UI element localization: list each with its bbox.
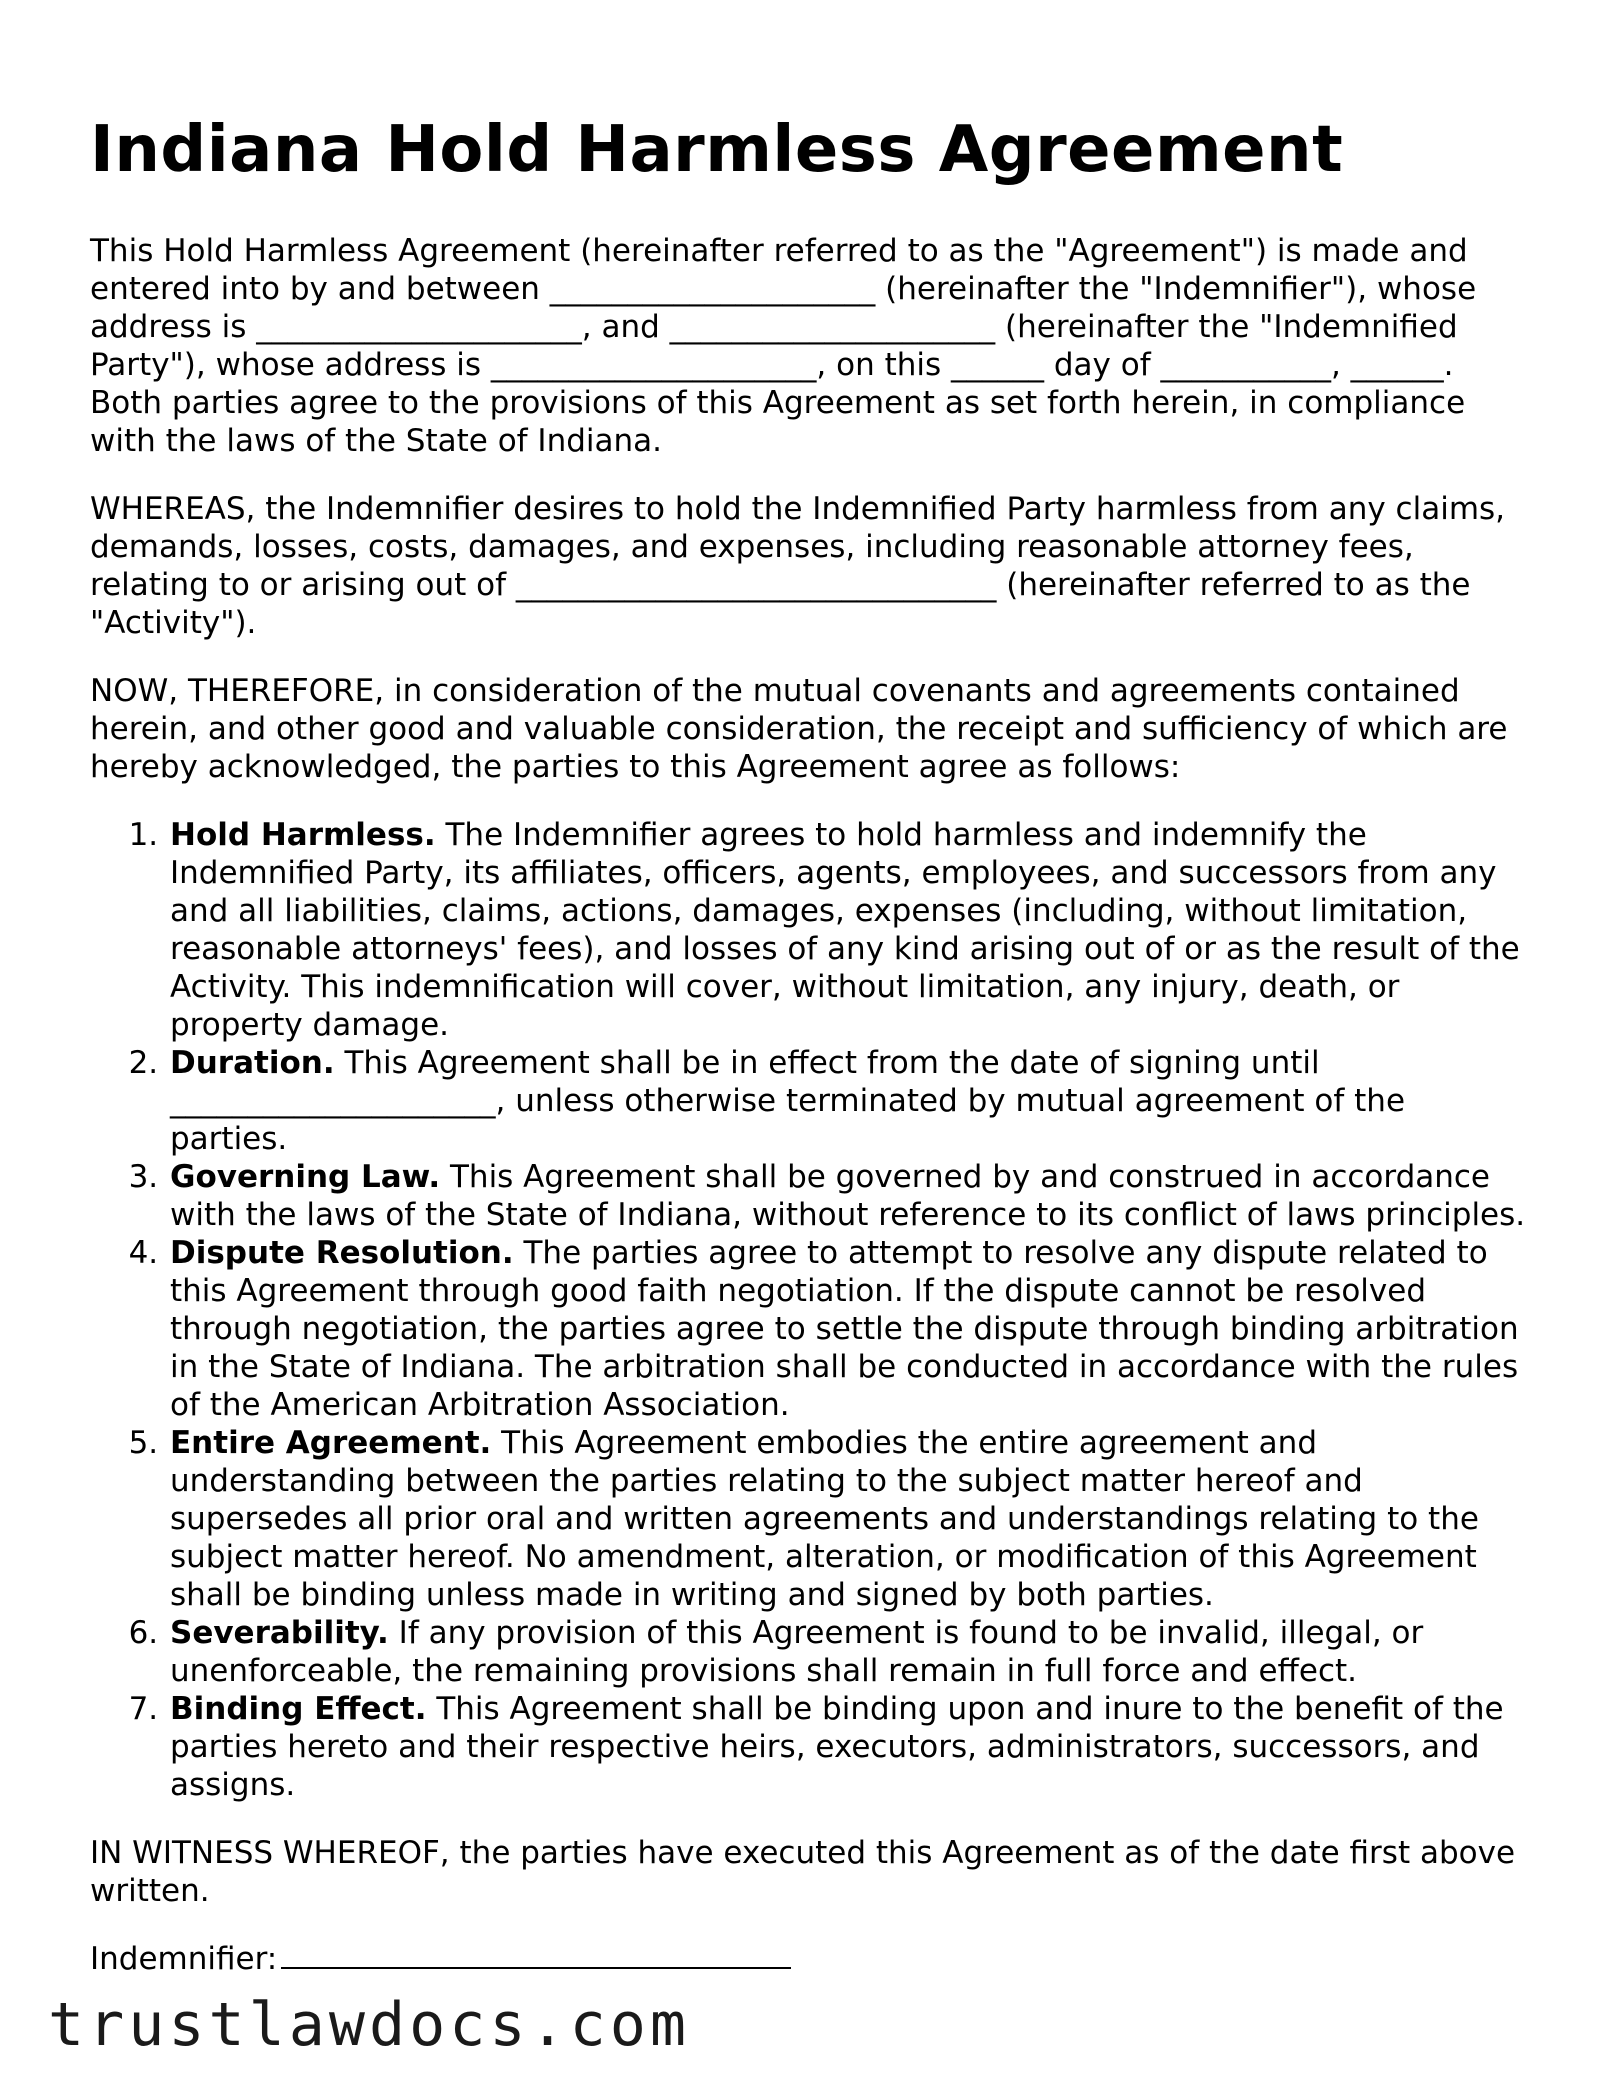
clause-term: Duration. [170, 1045, 335, 1081]
clause-text: This Agreement shall be in effect from the date of signing until _____________________, unless otherwise terminated by mutual agreement of the parties. [170, 1045, 1406, 1157]
clause-term: Governing Law. [170, 1159, 441, 1195]
intro-paragraph: This Hold Harmless Agreement (hereinafter referred to as the "Agreement") is made and entered into by and between _____________________ (hereinafter the "Indemnifier"), whose address is _____________________, and _____________________ (hereinafter the "Indemnified Party"), whose address is _____________________, on this ______ day of ___________, ______. Both parties agree to the provisions of this Agreement as set forth herein, in compliance with the laws of the State of Indiana. [90, 233, 1477, 459]
witness-paragraph: IN WITNESS WHEREOF, the parties have executed this Agreement as of the date first above written. [90, 1835, 1516, 1909]
clause-text: The Indemnifier agrees to hold harmless and indemnify the Indemnified Party, its affiliates, officers, agents, employees, and successors from any and all liabilities, claims, actions, damages, expenses (including, without limitation, reasonable attorneys' fees), and losses of any kind arising out of or as the result of the Activity. This indemnification will cover, without limitation, any injury, death, or property damage. [170, 817, 1520, 1043]
clause-term: Entire Agreement. [170, 1425, 492, 1461]
clause-item [168, 1614, 1530, 1690]
clause-item [168, 1044, 1530, 1158]
clause-list [90, 816, 1530, 1804]
clause-term: Dispute Resolution. [170, 1235, 514, 1271]
clause-text: This Agreement embodies the entire agreement and understanding between the parties relating to the subject matter hereof and supersedes all prior oral and written agreements and understandings relating to the subject matter hereof. No amendment, alteration, or modification of this Agreement shall be binding unless made in writing and signed by both parties. [170, 1425, 1479, 1613]
clause-text: If any provision of this Agreement is found to be invalid, illegal, or unenforceable, the remaining provisions shall remain in full force and effect. [170, 1615, 1424, 1689]
clause-term: Severability. [170, 1615, 389, 1651]
document-page [90, 110, 1530, 1978]
clause-item [168, 1424, 1530, 1614]
signature-field[interactable] [281, 1943, 791, 1969]
clause-item [168, 1690, 1530, 1804]
watermark: trustlawdocs.com [48, 1990, 690, 2060]
indemnifier-signature-line [90, 1940, 1530, 1978]
clause-item [168, 1158, 1530, 1234]
clause-text: This Agreement shall be governed by and construed in accordance with the laws of the State of Indiana, without reference to its conflict of laws principles. [170, 1159, 1526, 1233]
clause-item [168, 1234, 1530, 1424]
clause-item [168, 816, 1530, 1044]
now-therefore-paragraph: NOW, THEREFORE, in consideration of the mutual covenants and agreements contained herein, and other good and valuable consideration, the receipt and sufficiency of which are hereby acknowledged, the parties to this Agreement agree as follows: [90, 673, 1508, 785]
clause-text: This Agreement shall be binding upon and inure to the benefit of the parties hereto and their respective heirs, executors, administrators, successors, and assigns. [170, 1691, 1504, 1803]
whereas-paragraph: WHEREAS, the Indemnifier desires to hold the Indemnified Party harmless from any claims, demands, losses, costs, damages, and expenses, including reasonable attorney fees, relating to or arising out of _______________________________ (hereinafter referred to as the "Activity"). [90, 491, 1506, 641]
clause-text: The parties agree to attempt to resolve any dispute related to this Agreement through good faith negotiation. If the dispute cannot be resolved through negotiation, the parties agree to settle the dispute through binding arbitration in the State of Indiana. The arbitration shall be conducted in accordance with the rules of the American Arbitration Association. [170, 1235, 1519, 1423]
clause-term: Hold Harmless. [170, 817, 436, 853]
signature-label: Indemnifier: [90, 1941, 278, 1977]
clause-term: Binding Effect. [170, 1691, 427, 1727]
document-title: Indiana Hold Harmless Agreement [90, 113, 1344, 187]
